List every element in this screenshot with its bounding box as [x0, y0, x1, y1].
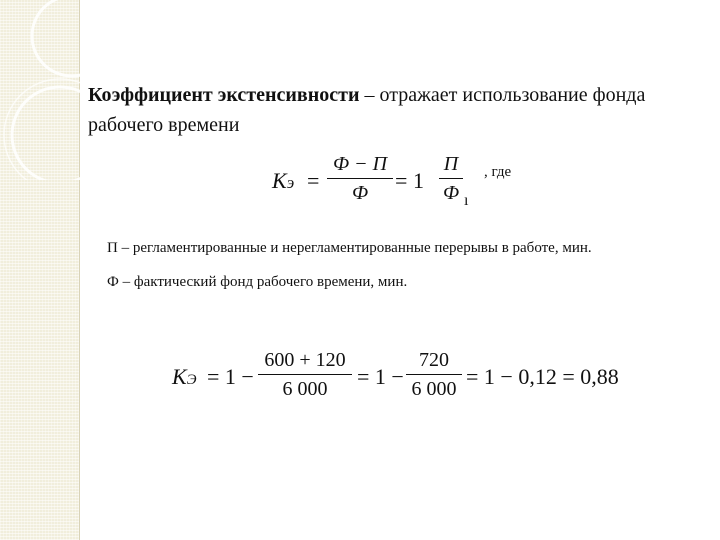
term: Коэффициент экстенсивности: [88, 84, 360, 106]
definition-f: Ф – фактический фонд рабочего времени, мин.: [107, 274, 408, 290]
part-2: = 1 −: [357, 364, 404, 389]
dash: –: [359, 84, 380, 106]
fraction-1: [327, 152, 393, 205]
fraction-bar-3: [258, 374, 352, 375]
fraction-3-numerator: 600 + 120: [264, 349, 346, 371]
part-1: = 1 −: [207, 364, 254, 389]
definitions: [107, 236, 687, 304]
fraction-2: [439, 152, 463, 205]
definition: отражает использование фонда рабочего времени: [88, 84, 646, 136]
fraction-1-denominator: Ф: [351, 182, 369, 204]
fraction-2-numerator: П: [443, 153, 459, 175]
fraction-4: [406, 348, 462, 401]
fraction-bar-4: [406, 374, 462, 375]
fraction-2-denominator: Ф: [442, 182, 460, 204]
k-symbol: Kэ: [272, 168, 295, 193]
fraction-bar-2: [439, 178, 463, 179]
part-3: = 1 − 0,12 = 0,88: [466, 364, 619, 389]
fraction-3: [258, 348, 352, 401]
fraction-4-denominator: 6 000: [411, 378, 457, 400]
fraction-1-numerator: Ф − П: [332, 153, 388, 175]
k-e-symbol: KЭ: [172, 364, 197, 389]
equals: =: [307, 168, 320, 193]
where-text: , где: [484, 164, 512, 180]
fraction-4-numerator: 720: [419, 349, 449, 371]
fraction-3-denominator: 6 000: [282, 378, 328, 400]
heading-text: [88, 80, 708, 140]
stray-mark: ı: [464, 192, 469, 209]
fraction-bar: [327, 178, 393, 179]
one: 1: [413, 168, 424, 193]
equals-2: =: [395, 168, 408, 193]
definition-p: П – регламентированные и нерегламентированные перерывы в работе, мин.: [107, 240, 592, 256]
